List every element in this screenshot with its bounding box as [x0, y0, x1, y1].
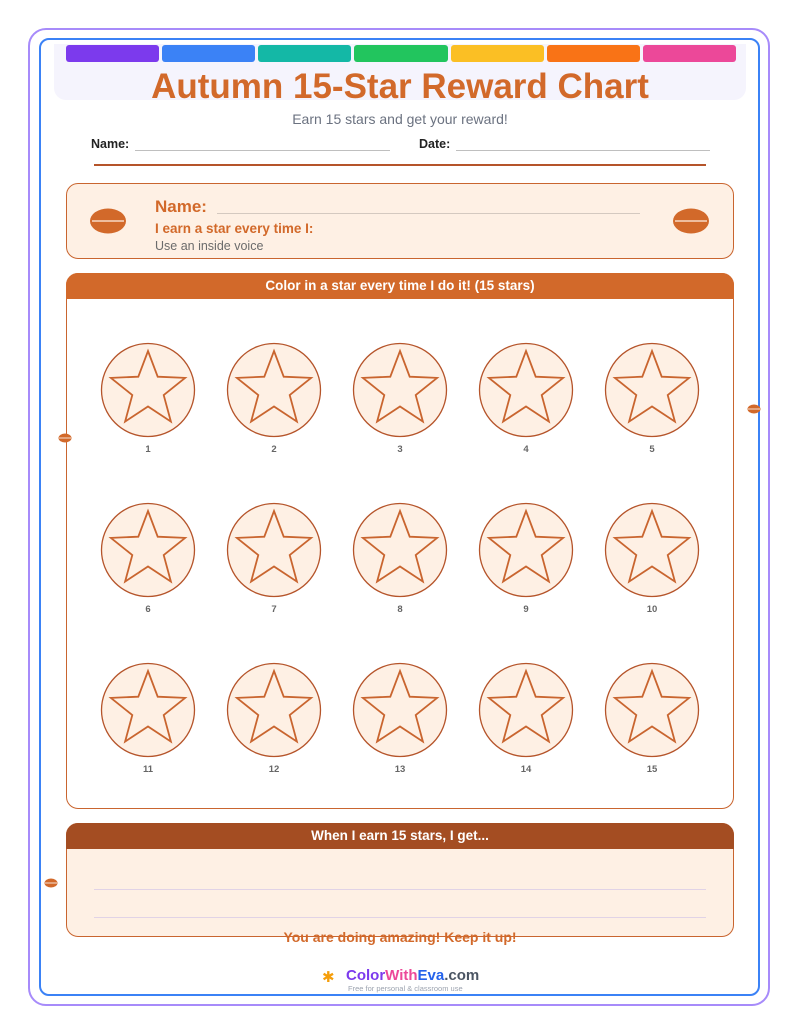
color-strip-segment: [66, 45, 159, 62]
star-number: 6: [145, 604, 151, 615]
star-slot[interactable]: [350, 662, 450, 782]
goal-earn-label: I earn a star every time I:: [155, 221, 314, 236]
color-strip-segment: [643, 45, 736, 62]
name-field-label: Name:: [91, 137, 130, 151]
star-slot[interactable]: [350, 342, 450, 462]
star-slot[interactable]: [476, 502, 576, 622]
reward-write-line[interactable]: [94, 917, 706, 918]
star-number: 13: [394, 764, 406, 775]
date-field-label: Date:: [419, 137, 451, 151]
star-number: 15: [646, 764, 658, 775]
goal-name-label: Name:: [155, 197, 207, 216]
rainbow-color-strip: [66, 45, 736, 62]
star-slot[interactable]: [476, 342, 576, 462]
star-slot[interactable]: [224, 502, 324, 622]
star-number: 8: [397, 604, 403, 615]
brand-name: [346, 967, 479, 984]
brand-name-part: .com: [444, 967, 480, 984]
star-number: 1: [145, 444, 151, 455]
star-number: 9: [523, 604, 529, 615]
autumn-leaf-icon: [89, 207, 127, 235]
star-number: 14: [520, 764, 532, 775]
star-icon: [100, 342, 196, 438]
star-number: 12: [268, 764, 280, 775]
star-number: 5: [649, 444, 655, 455]
color-strip-segment: [547, 45, 640, 62]
star-icon: [226, 502, 322, 598]
star-icon: [100, 502, 196, 598]
goal-name-line[interactable]: [217, 213, 640, 214]
name-field-line[interactable]: [135, 150, 390, 151]
star-icon: [100, 662, 196, 758]
star-icon: [478, 502, 574, 598]
page-subtitle: Earn 15 stars and get your reward!: [292, 111, 508, 127]
autumn-leaf-icon: [747, 404, 761, 414]
encouragement-text: You are doing amazing! Keep it up!: [283, 929, 517, 945]
star-icon: [226, 342, 322, 438]
page-title: Autumn 15-Star Reward Chart: [151, 67, 649, 106]
brand-tagline: Free for personal & classroom use: [348, 984, 463, 993]
star-slot[interactable]: [602, 662, 702, 782]
star-slot[interactable]: [98, 662, 198, 782]
reward-write-line[interactable]: [94, 889, 706, 890]
star-number: 2: [271, 444, 277, 455]
color-strip-segment: [451, 45, 544, 62]
star-icon: [604, 662, 700, 758]
brand-name-part: Color: [346, 967, 386, 984]
color-strip-segment: [258, 45, 351, 62]
autumn-leaf-icon: [672, 207, 710, 235]
brand-name-part: With: [385, 967, 418, 984]
star-number: 11: [142, 764, 154, 775]
star-icon: [226, 662, 322, 758]
star-slot[interactable]: [476, 662, 576, 782]
header-divider: [94, 164, 706, 166]
star-icon: [478, 342, 574, 438]
color-strip-segment: [162, 45, 255, 62]
star-icon: [604, 342, 700, 438]
star-number: 4: [523, 444, 529, 455]
star-slot[interactable]: [224, 662, 324, 782]
star-number: 3: [397, 444, 403, 455]
star-icon: [352, 502, 448, 598]
autumn-leaf-icon: [58, 433, 72, 443]
star-slot[interactable]: [224, 342, 324, 462]
star-slot[interactable]: [98, 342, 198, 462]
brand-logo[interactable]: [320, 966, 490, 994]
star-slot[interactable]: [602, 342, 702, 462]
palette-icon: ✱: [322, 969, 335, 986]
star-slot[interactable]: [602, 502, 702, 622]
star-number: 7: [271, 604, 277, 615]
star-icon: [352, 342, 448, 438]
date-field-line[interactable]: [456, 150, 710, 151]
brand-name-part: Eva: [417, 967, 445, 984]
star-slot[interactable]: [350, 502, 450, 622]
stars-panel-header: Color in a star every time I do it! (15 stars): [66, 273, 734, 299]
star-icon: [352, 662, 448, 758]
goal-behavior-text: Use an inside voice: [155, 239, 264, 253]
star-icon: [478, 662, 574, 758]
star-number: 10: [646, 604, 658, 615]
color-strip-segment: [354, 45, 447, 62]
reward-box-header: When I earn 15 stars, I get...: [66, 823, 734, 849]
star-icon: [604, 502, 700, 598]
autumn-leaf-icon: [44, 878, 58, 888]
star-slot[interactable]: [98, 502, 198, 622]
